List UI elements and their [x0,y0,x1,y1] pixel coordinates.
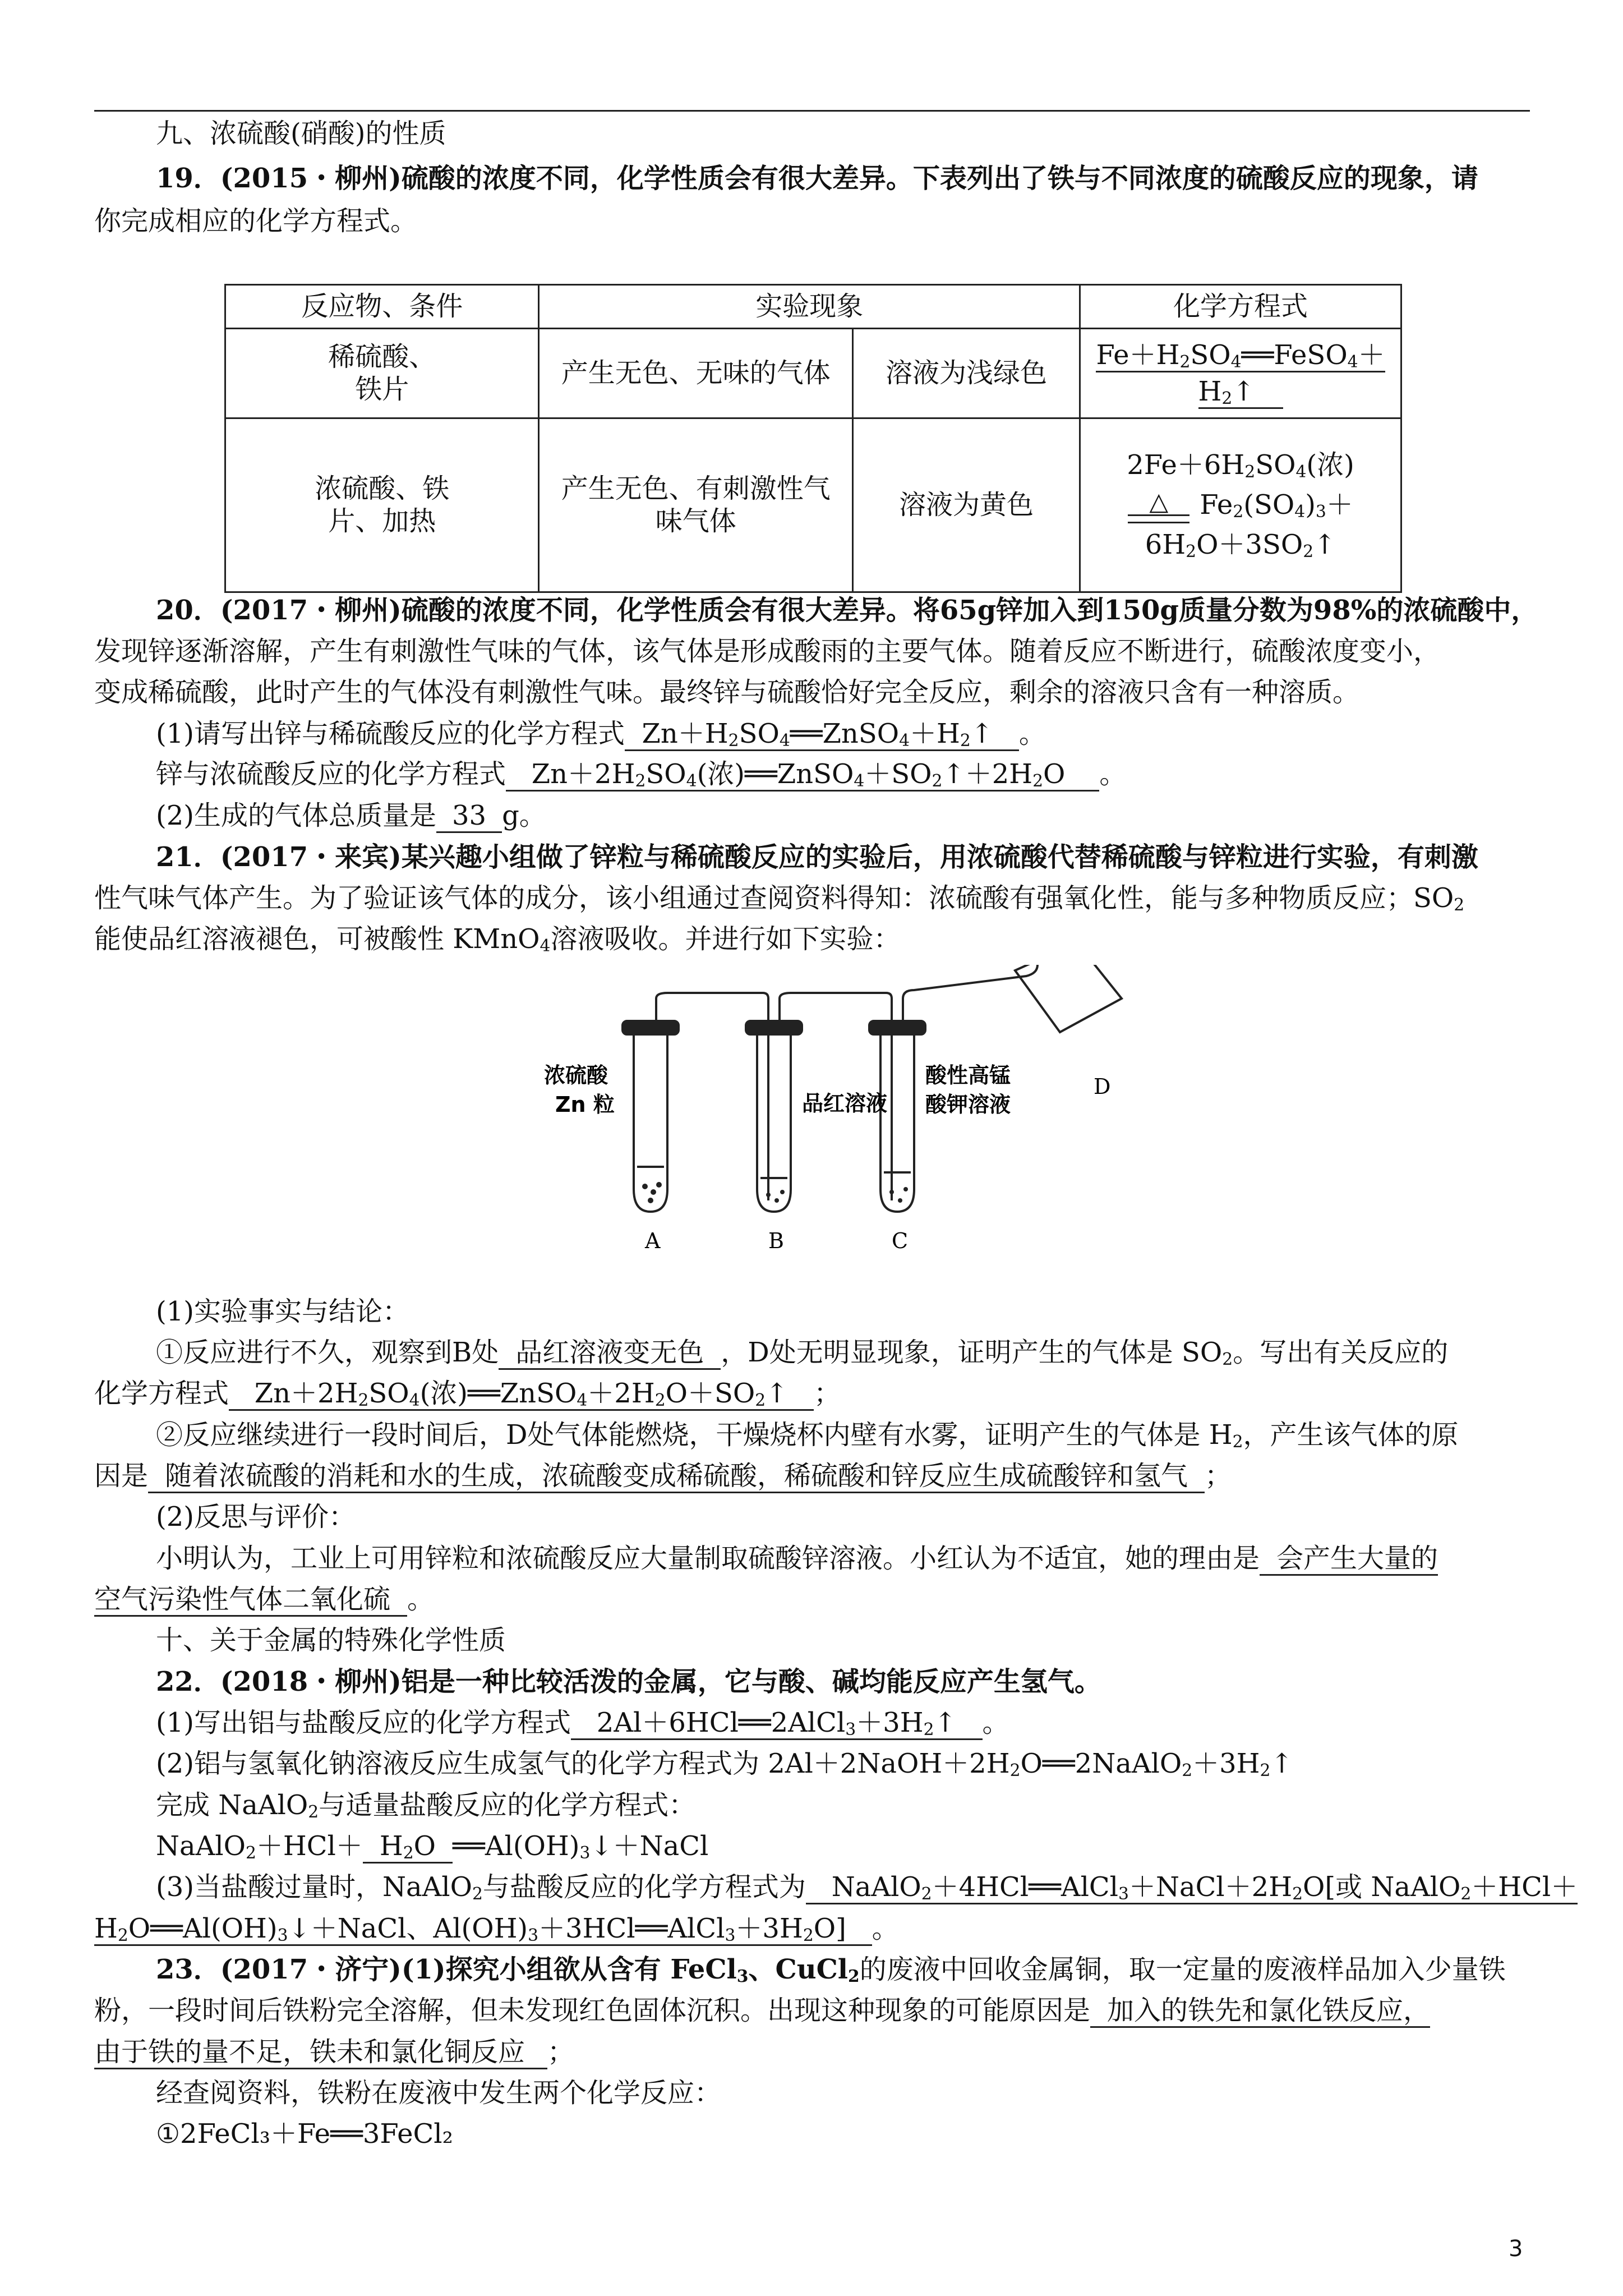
q23-line-5: ①2FeCl₃＋Fe══3FeCl₂ [156,2118,453,2150]
q23-line-3: 由于铁的量不足，铁未和氯化铜反应 ； [94,2036,574,2069]
q19-line-1: 19．(2015・柳州)硫酸的浓度不同，化学性质会有很大差异。下表列出了铁与不同浓度的硫酸反应的现象，请 [156,163,1478,194]
row1-phen1: 产生无色、无味的气体 [539,329,852,418]
section-9-title: 九、浓硫酸(硝酸)的性质 [156,118,446,149]
q21-line-2: 性气味气体产生。为了验证该气体的成分，该小组通过查阅资料得知：浓硫酸有强氧化性，能与多种物质反应；$SO_2$ [94,882,1465,915]
q21-part-1a: ①反应进行不久，观察到B处 品红溶液变无色 ，D处无明显现象，证明产生的气体是 $SO_2$。写出有关反应的 [156,1337,1449,1369]
row1-reactant: 稀硫酸、 铁片 [225,329,539,418]
th-phenomenon: 实验现象 [539,285,1080,329]
label-d: D [1094,1074,1111,1099]
q20-line-3: 变成稀硫酸，此时产生的气体没有刺激性气味。最终锌与硫酸恰好完全反应，剩余的溶液只含有一种溶质。 [94,677,1360,708]
q22-part-3: (3)当盐酸过量时，NaAlO$_2$与盐酸反应的化学方程式为 $NaAlO_2+4HCl══AlCl_3+NaCl+2H_2O$[或 NaAlO$_2$＋HCl＋ [156,1871,1578,1904]
label-b: B [768,1228,784,1253]
q19-line-2: 你完成相应的化学方程式。 [94,205,418,237]
test-tube-b [757,1032,791,1212]
page-number: 3 [1509,2236,1523,2262]
row2-phen2: 溶液为黄色 [852,418,1080,592]
label-c: C [892,1228,909,1253]
q20-part-1: (1)请写出锌与稀硫酸反应的化学方程式 $Zn+H_2SO_4══ZnSO_4+H_2↑$ 。 [156,718,1046,751]
header-rule [94,110,1530,112]
row2-phen1: 产生无色、有刺激性气 味气体 [539,418,852,592]
q20-part-1b: 锌与浓硫酸反应的化学方程式 $Zn+2H_2SO_4$(浓)$══ZnSO_4+SO_2↑+2H_2O$ 。 [156,758,1127,791]
q21-part-2b: 空气污染性气体二氧化硫 。 [94,1584,434,1617]
q21-part-1b: ②反应继续进行一段时间后，D处气体能燃烧，干燥烧杯内壁有水雾，证明产生的气体是 $H_2$，产生该气体的原 [156,1419,1459,1452]
q21-part-1: (1)实验事实与结论： [156,1296,409,1327]
q20-answer-1: $Zn+H_2SO_4══ZnSO_4+H_2↑$ [625,718,1019,751]
q21-part-1b-2: 因是 随着浓硫酸的消耗和水的生成，浓硫酸变成稀硫酸，稀硫酸和锌反应生成硫酸锌和氢气 ； [94,1460,1232,1493]
q21-part-1a-2: 化学方程式 $Zn+2H_2SO_4$(浓)$══ZnSO_4+2H_2O+SO_2↑$ ； [94,1378,841,1410]
q21-line-3: 能使品红溶液褪色，可被酸性 KMnO$_4$溶液吸收。并进行如下实验： [94,923,901,956]
label-conc-acid: 浓硫酸 [544,1063,608,1088]
th-reactant: 反应物、条件 [225,285,539,329]
q22-part-2c: NaAlO$_2$＋HCl＋ $H_2O$ $══Al(OH)_3↓+NaCl$ [156,1830,709,1863]
row1-equation: $Fe+H_2SO_4══FeSO_4+$ $H_2↑$ [1080,329,1401,418]
q20-line-2: 发现锌逐渐溶解，产生有刺激性气味的气体，该气体是形成酸雨的主要气体。随着反应不断进行，硫酸浓度变小， [94,636,1441,667]
label-zn: Zn 粒 [555,1092,615,1117]
test-tube-a [634,1032,667,1212]
q20-line-1: 20．(2017・柳州)硫酸的浓度不同，化学性质会有很大差异。将65g锌加入到150g质量分数为98%的浓硫酸中， [156,595,1538,626]
q23-line-4: 经查阅资料，铁粉在废液中发生两个化学反应： [156,2077,722,2109]
stopper-b [746,1021,802,1034]
q22-part-2: (2)铝与氢氧化钠溶液反应生成氢气的化学方程式为 $2Al+2NaOH+2H_2O══2NaAlO_2+3H_2↑$ [156,1748,1293,1780]
label-a: A [645,1228,661,1253]
apparatus-diagram [538,965,1133,1268]
row2-equation: $2Fe+6H_2SO_4$(浓) △ $Fe_2(SO_4)_3+$ $6H_2O+3SO_2↑$ [1080,418,1401,592]
row1-phen2: 溶液为浅绿色 [852,329,1080,418]
q21-line-1: 21．(2017・来宾)某兴趣小组做了锌粒与稀硫酸反应的实验后，用浓硫酸代替稀硫酸与锌粒进行实验，有刺激 [156,841,1478,873]
q23-line-1: 23．(2017・济宁)(1)探究小组欲从含有 FeCl$_3$、CuCl$_2$的废液中回收金属铜，取一定量的废液样品加入少量铁 [156,1954,1506,1986]
q22-line-1: 22．(2018・柳州)铝是一种比较活泼的金属，它与酸、碱均能反应产生氢气。 [156,1666,1101,1697]
test-tube-c [880,1032,914,1212]
q21-part-2a: 小明认为，工业上可用锌粒和浓硫酸反应大量制取硫酸锌溶液。小红认为不适宜，她的理由是 会产生大量的 [156,1543,1438,1576]
reaction-table [224,284,1402,593]
section-10-title: 十、关于金属的特殊化学性质 [156,1625,506,1656]
th-equation: 化学方程式 [1080,285,1401,329]
q22-part-1: (1)写出铝与盐酸反应的化学方程式 $2Al+6HCl══2AlCl_3+3H_2↑$ 。 [156,1707,1009,1740]
q21-part-2: (2)反思与评价： [156,1501,356,1533]
label-kmno4-2: 酸钾溶液 [925,1092,1011,1117]
label-pinkred: 品红溶液 [802,1091,888,1116]
stopper-a [623,1021,679,1034]
row2-reactant: 浓硫酸、铁 片、加热 [225,418,539,592]
q22-part-3b: $H_2O══Al(OH)_3↓+NaCl$、$Al(OH)_3+3HCl══AlCl_3+3H_2O$] 。 [94,1913,899,1945]
q23-line-2: 粉，一段时间后铁粉完全溶解，但未发现红色固体沉积。出现这种现象的可能原因是 加入的铁先和氯化铁反应， [94,1995,1430,2028]
q22-part-2b: 完成 NaAlO$_2$与适量盐酸反应的化学方程式： [156,1789,696,1822]
q20-part-2: (2)生成的气体总质量是 33 g。 [156,800,546,833]
label-kmno4-1: 酸性高锰 [925,1063,1011,1088]
q20-answer-2: $Zn+2H_2SO_4$(浓)$══ZnSO_4+SO_2↑+2H_2O$ [506,758,1100,791]
stopper-c [869,1021,925,1034]
